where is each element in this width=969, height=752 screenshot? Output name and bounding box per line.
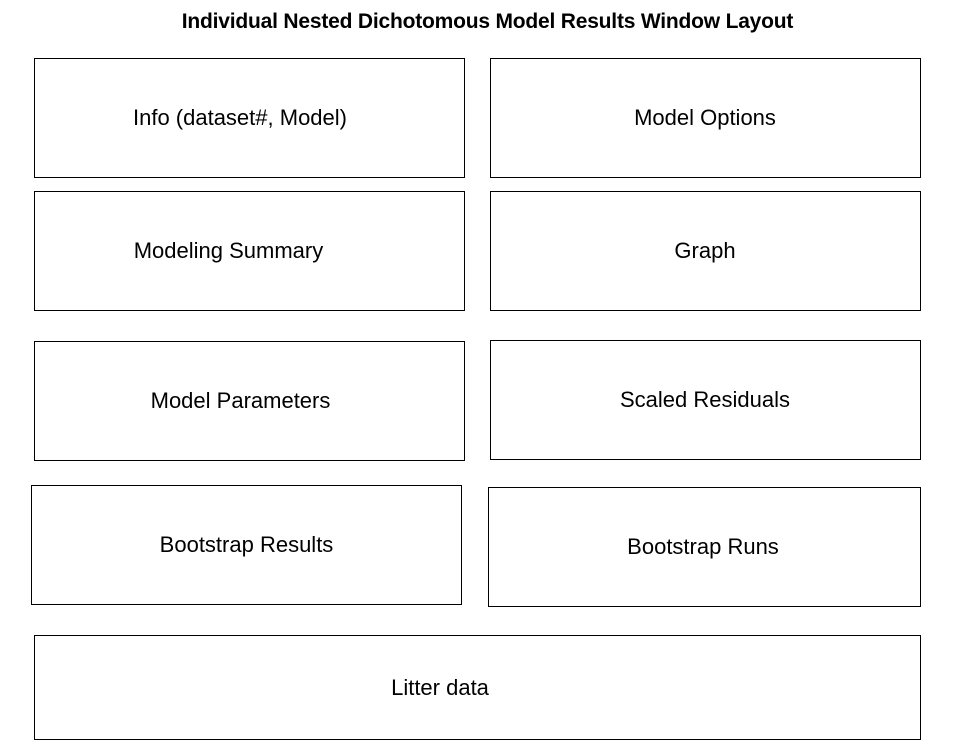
model-options-panel <box>490 58 921 178</box>
info-panel <box>34 58 465 178</box>
modeling-summary-panel-label: Modeling Summary <box>133 238 324 263</box>
bootstrap-runs-panel <box>488 487 921 607</box>
modeling-summary-panel <box>34 191 465 311</box>
bootstrap-results-panel <box>31 485 462 605</box>
scaled-residuals-panel-label: Scaled Residuals <box>620 387 790 412</box>
info-panel-label: Info (dataset#, Model) <box>132 105 347 130</box>
model-parameters-panel-label: Model Parameters <box>150 388 331 413</box>
bootstrap-results-panel-label: Bootstrap Results <box>159 532 334 557</box>
model-options-panel-label: Model Options <box>634 105 776 130</box>
bootstrap-runs-panel-label: Bootstrap Runs <box>627 534 779 559</box>
diagram-title: Individual Nested Dichotomous Model Results Window Layout <box>181 10 794 33</box>
graph-panel <box>490 191 921 311</box>
litter-data-panel <box>34 635 921 740</box>
graph-panel-label: Graph <box>674 238 736 263</box>
scaled-residuals-panel <box>490 340 921 460</box>
model-parameters-panel <box>34 341 465 461</box>
litter-data-panel-label: Litter data <box>391 674 489 700</box>
